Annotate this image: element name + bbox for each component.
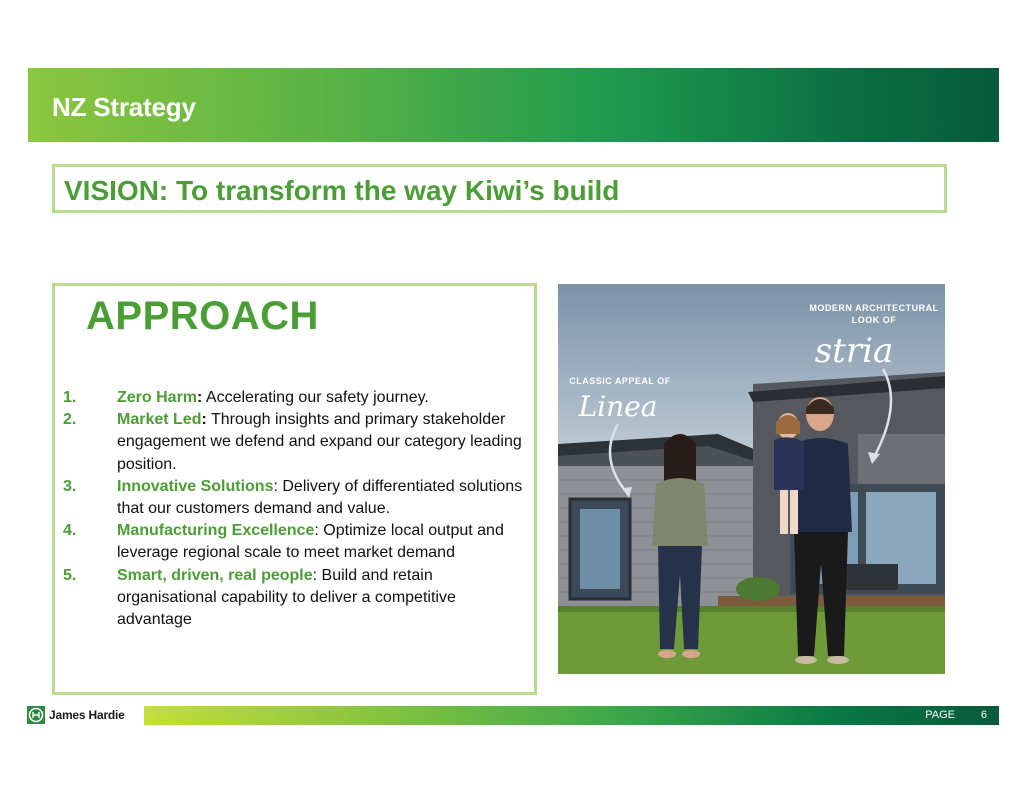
list-item [63,565,533,632]
list-item-body [117,409,533,476]
footer-bar [144,706,999,725]
list-item-text: Accelerating our safety journey. [202,389,429,406]
list-item [63,476,533,520]
vision-box [52,164,947,213]
caption-right-line2: LOOK OF [851,315,897,325]
approach-list [63,387,533,631]
caption-left: CLASSIC APPEAL OF [569,376,671,386]
page-label: PAGE [925,709,955,721]
james-hardie-logo-icon [27,706,45,724]
list-item-colon: : [273,477,278,495]
james-hardie-logo [27,705,125,725]
list-item-number: 1. [63,389,77,406]
page-title: NZ Strategy [52,92,196,122]
list-item-number: 4. [63,522,77,540]
list-item-colon: : [201,411,207,429]
list-item-number: 2. [63,411,77,429]
logo-text: James Hardie [49,708,125,722]
list-item-number: 3. [63,477,77,495]
product-linea-wordmark: Linea [578,390,658,423]
header-bar [28,68,999,142]
vision-statement: VISION: To transform the way Kiwi’s build [64,175,620,206]
photo-illustration [558,284,945,674]
list-item-colon: : [197,389,203,406]
list-item [63,520,533,564]
caption-right-line1: MODERN ARCHITECTURAL [809,303,939,313]
list-item-body [117,476,533,520]
list-item-body [117,520,533,564]
approach-heading: APPROACH [86,294,319,338]
list-item [63,409,533,476]
lawn [558,604,945,674]
list-item-key: Innovative Solutions [117,477,274,495]
list-item-colon: : [312,566,318,584]
list-item-colon: : [314,522,319,540]
page-number: 6 [980,709,987,721]
list-item-key: Smart, driven, real people [117,566,313,584]
house-family-photo [558,284,945,674]
list-item-key: Zero Harm [117,389,198,406]
approach-box [52,283,537,695]
list-item-body [117,387,533,409]
list-item-text: Delivery of differentiated solutions that our customers demand and value. [117,477,523,518]
list-item-text: Optimize local output and leverage regional scale to meet market demand [117,522,504,562]
list-item [63,387,533,409]
list-item-key: Market Led [117,411,202,429]
list-item-text: Through insights and primary stakeholder engagement we defend and expand our category leading position. [117,411,522,473]
list-item-text: Build and retain organisational capability to deliver a competitive advantage [117,566,456,629]
list-item-number: 5. [63,566,77,584]
list-item-key: Manufacturing Excellence [117,522,315,540]
list-item-body [117,565,533,632]
product-stria-wordmark: stria [814,331,894,371]
